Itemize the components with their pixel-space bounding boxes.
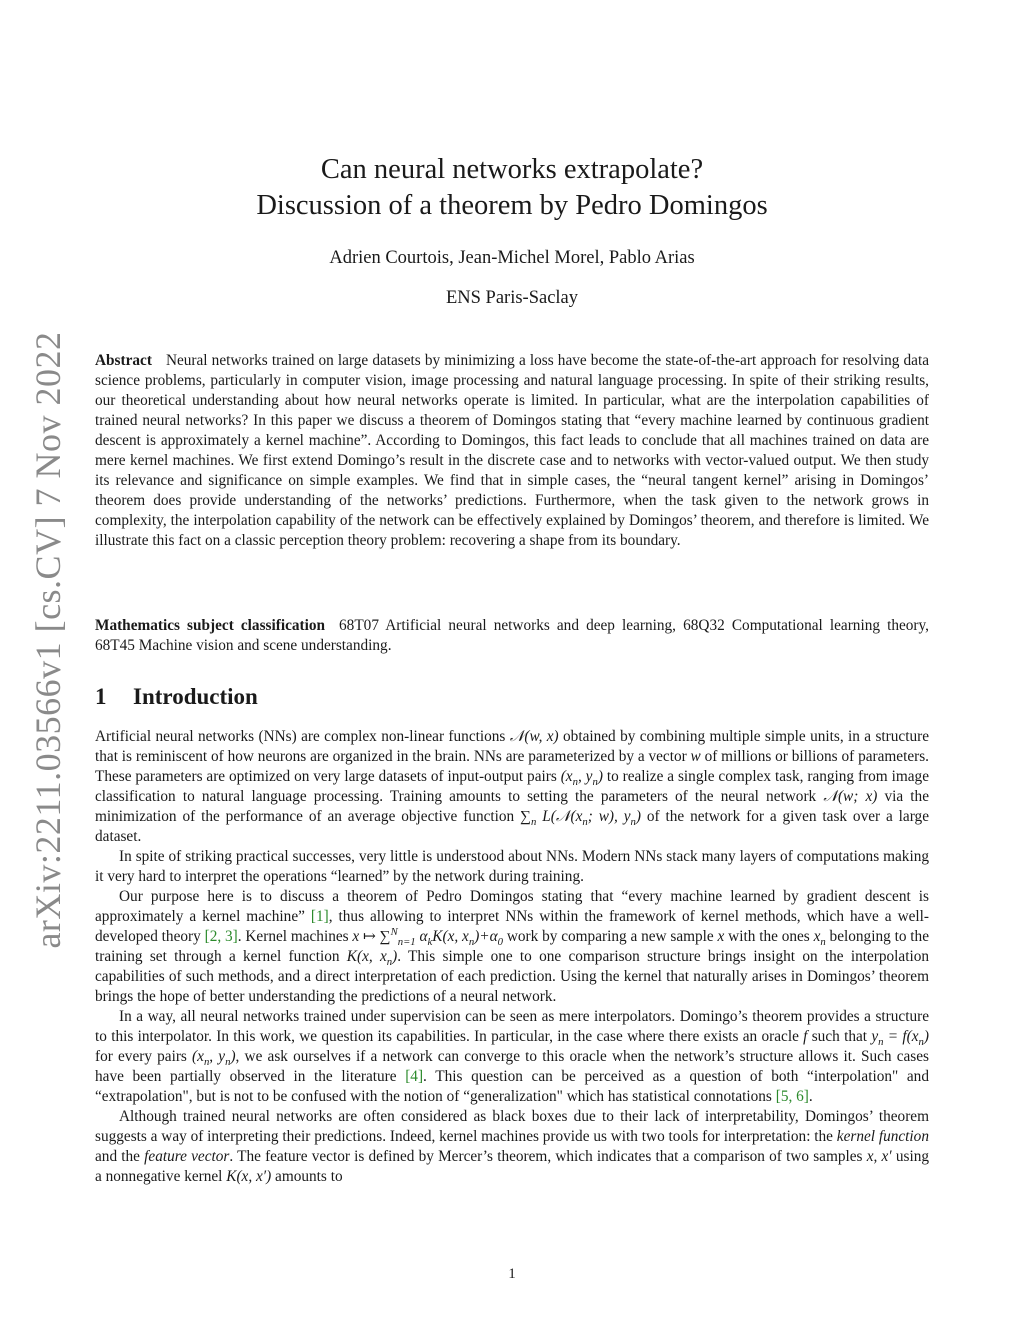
math-network-semi: 𝒩(w; x) bbox=[823, 788, 878, 805]
abstract-label: Abstract bbox=[95, 352, 152, 369]
paragraph: In a way, all neural networks trained under supervision can be seen as mere interpolators. Domingo’s theorem provides a structure to this interpolator. In this work, we question its capabilities. In particular, in the case where there exists an oracle f such that $y_n = f(x_n)$ for every pairs ($x_n$, $y_n$), we ask ourselves if a network can converge to this oracle when the network’s structure allows it. Such cases have been partially observed in the literature [4]. This question can be perceived as a question of both “interpolation" and “extrapolation", but is not to be confused with the notion of “generalization" which has statistical connotations [5, 6]. bbox=[95, 1008, 929, 1105]
title-line-2: Discussion of a theorem by Pedro Domingos bbox=[256, 190, 768, 221]
math-kernel-machine: x ↦ ∑$^N_{n=1}$ $\alpha_kK(x$, $x_n)+\alpha_0$ bbox=[352, 925, 503, 949]
section-heading bbox=[95, 684, 258, 710]
paragraph: Although trained neural networks are often considered as black boxes due to their lack of interpretability, Domingos’ theorem suggests a way of interpreting their predictions. Indeed, kernel machines provide us with two tools for interpretation: the kernel function and the feature vector. The feature vector is defined by Mercer’s theorem, which indicates that a comparison of two samples x, x′ using a nonnegative kernel K(x, x′) amounts to bbox=[95, 1108, 929, 1185]
msc-label: Mathematics subject classification bbox=[95, 617, 326, 634]
math-kernel: K(x, $x_n$) bbox=[346, 948, 398, 969]
math-pairs: ($x_n$, $y_n$) bbox=[192, 1048, 236, 1069]
paper-title bbox=[0, 152, 1024, 224]
section-title: Introduction bbox=[133, 684, 258, 709]
paragraph: Our purpose here is to discuss a theorem of Pedro Domingos stating that “every machine learned by gradient descent is approximately a kernel machine” [1], thus allowing to interpret NNs within the framework of kernel methods, which have a well-developed theory [2, 3]. Kernel machines x ↦ ∑$^N_{n=1}$ $\alpha_kK(x$, $x_n)+\alpha_0$ work by comparing a new sample x with the ones $x_n$ belonging to the training set through a kernel function K(x, $x_n$). This simple one to one comparison structure brings insight on the interpolation capabilities of such methods, and a direct interpretation of each prediction. Using the kernel that naturally arises in Domingos’ theorem brings the hope of better understanding the predictions of a neural network. bbox=[95, 888, 930, 1005]
citation-link[interactable]: [5, 6] bbox=[775, 1088, 809, 1105]
math-pair: ($x_n$, $y_n$) bbox=[560, 768, 603, 789]
emphasis-feature-vector: feature vector bbox=[144, 1148, 230, 1165]
math-w: w bbox=[690, 748, 701, 765]
math-kernel-pair: K(x, x′) bbox=[226, 1168, 272, 1185]
arxiv-identifier: arXiv:2211.03566v1 [cs.CV] 7 Nov 2022 bbox=[28, 331, 68, 949]
citation-link[interactable]: [1] bbox=[310, 908, 329, 925]
title-line-1: Can neural networks extrapolate? bbox=[320, 154, 704, 185]
abstract-text: Neural networks trained on large datasets by minimizing a loss have become the state-of-the-art approach for resolving data science problems, particularly in computer vision, image processing and natural language processing. In spite of their striking results, our theoretical understanding about how neural networks operate is limited. In particular, what are the interpolation capabilities of trained neural networks? In this paper we discuss a theorem of Domingos stating that “every machine learned by continuous gradient descent is approximately a kernel machine”. According to Domingos, this fact leads to conclude that all machines trained on data are mere kernel machines. We first extend Domingo’s result in the discrete case and to networks with vector-valued output. We then study its relevance and significance on simple examples. We find that in simple cases, the “neural tangent kernel” arising in Domingos’ theorem does provide understanding of the networks’ predictions. Furthermore, when the task given to the network grows in complexity, the interpolation capability of the network can be effectively explained by Domingos’ theorem, and therefore is limited. We illustrate this fact on a classic perception theory problem: recovering a shape from its boundary. bbox=[95, 352, 929, 549]
introduction-body bbox=[95, 727, 929, 1187]
math-network: 𝒩(w, x) bbox=[509, 728, 559, 745]
math-objective: $\sum_n$ $L(𝒩(x_n$; w), $y_n$) bbox=[520, 808, 641, 829]
citation-link[interactable]: [2, 3] bbox=[204, 928, 238, 945]
affiliation: ENS Paris-Saclay bbox=[445, 288, 579, 308]
math-oracle: $y_n = f(x_n)$ bbox=[871, 1028, 929, 1049]
math-samples: x, x′ bbox=[866, 1148, 892, 1165]
page-number: 1 bbox=[508, 1266, 516, 1282]
math-f: f bbox=[803, 1028, 808, 1045]
msc-text: 68T07 Artificial neural networks and deep learning, 68Q32 Computational learning theory, 68T45 Machine vision and scene understanding. bbox=[95, 617, 929, 654]
author-list: Adrien Courtois, Jean-Michel Morel, Pablo Arias bbox=[329, 248, 695, 268]
paragraph: Artificial neural networks (NNs) are complex non-linear functions 𝒩(w, x) obtained by combining multiple simple units, in a structure that is reminiscent of how neurons are organized in the brain. NNs are parameterized by a vector w of millions or billions of parameters. These parameters are optimized on very large datasets of input-output pairs ($x_n$, $y_n$) to realize a single complex task, ranging from image classification to natural language processing. Training amounts to setting the parameters of the neural network 𝒩(w; x) via the minimization of the performance of an average objective function $\sum_n$ $L(𝒩(x_n$; w), $y_n$) of the network for a given task over a large dataset. bbox=[95, 728, 929, 845]
citation-link[interactable]: [4] bbox=[405, 1068, 424, 1085]
section-number: 1 bbox=[95, 684, 107, 709]
abstract bbox=[95, 351, 929, 551]
subject-classification bbox=[95, 616, 929, 656]
math-x: x bbox=[717, 928, 725, 945]
emphasis-kernel-function: kernel function bbox=[836, 1128, 929, 1145]
paragraph: In spite of striking practical successes, very little is understood about NNs. Modern NNs stack many layers of computations making it very hard to interpret the operations “learned” by the network during training. bbox=[95, 848, 929, 885]
math-xn: $x_n$ bbox=[813, 928, 826, 949]
